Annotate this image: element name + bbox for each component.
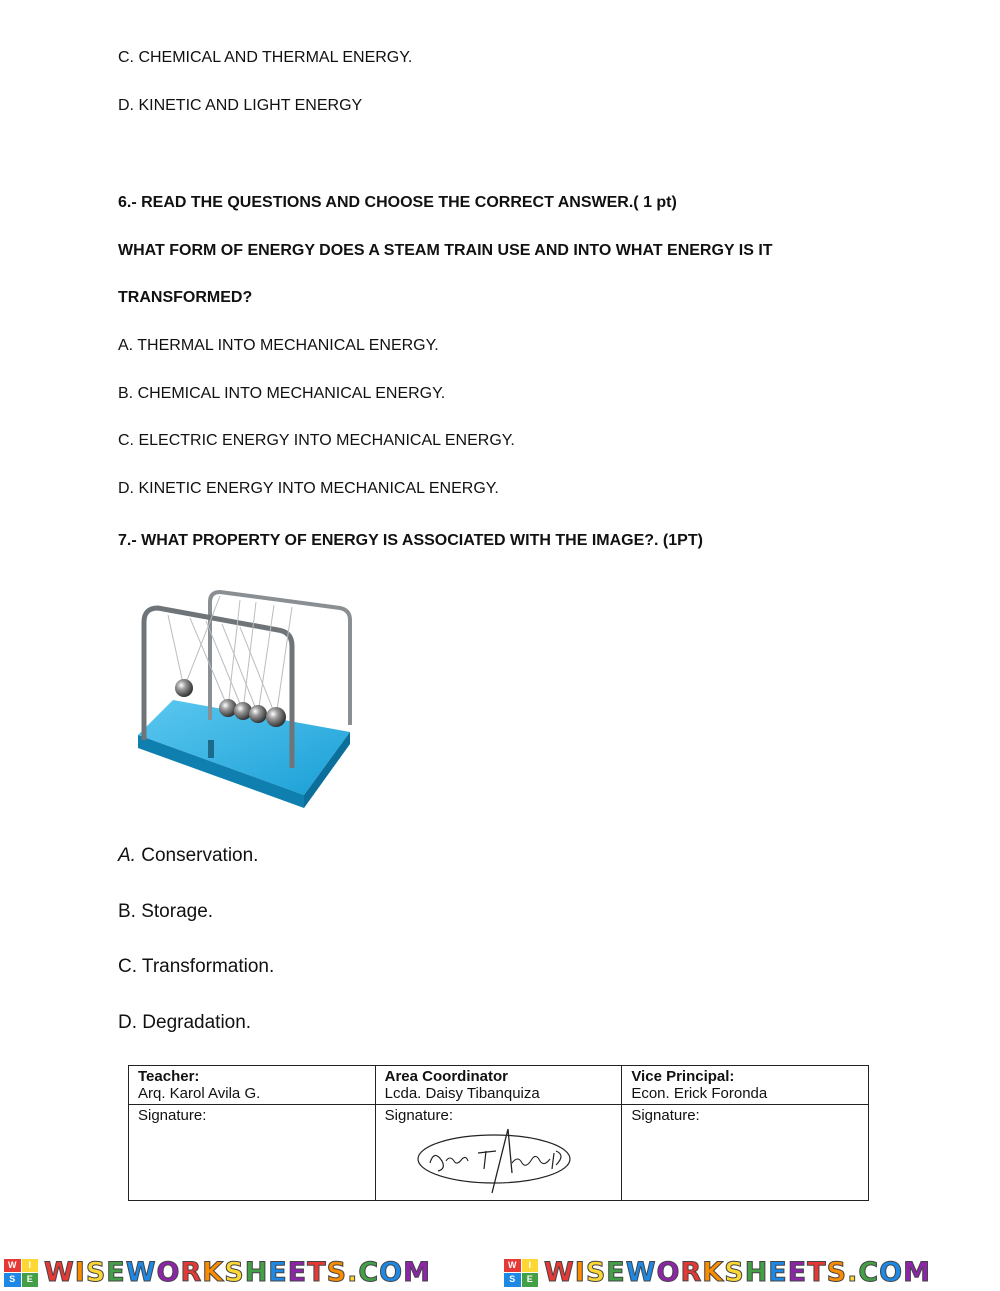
brand-letter: . — [847, 1257, 859, 1288]
brand-letter: I — [574, 1257, 586, 1288]
brand-letter: E — [106, 1257, 126, 1288]
signature-table — [128, 1065, 869, 1201]
question-6-text-line-1: WHAT FORM OF ENERGY DOES A STEAM TRAIN USE AND INTO WHAT ENERGY IS IT — [118, 242, 773, 259]
teacher-signature-label: Signature: — [138, 1107, 207, 1124]
question-7-option-a[interactable] — [118, 845, 258, 867]
option-d-text: Degradation. — [137, 1012, 252, 1033]
footer-watermark — [0, 1254, 1000, 1291]
question-6-option-c[interactable]: C. ELECTRIC ENERGY INTO MECHANICAL ENERGY. — [118, 432, 515, 449]
brand-letter: W — [625, 1257, 657, 1288]
brand-letter: S — [85, 1257, 107, 1288]
brand-letter: . — [347, 1257, 359, 1288]
question-6-option-b[interactable]: B. CHEMICAL INTO MECHANICAL ENERGY. — [118, 385, 446, 402]
brand-letter: S — [724, 1257, 745, 1288]
brand-letter: C — [858, 1257, 880, 1288]
handwritten-signature — [416, 1123, 576, 1195]
question-6-heading: 6.- READ THE QUESTIONS AND CHOOSE THE CORRECT ANSWER.( 1 pt) — [118, 194, 677, 211]
vice-principal-name: Econ. Erick Foronda — [631, 1085, 768, 1102]
brand-letter: E — [606, 1257, 626, 1288]
brand-logo-icon: W I S E — [504, 1259, 538, 1287]
brand-letter: T — [307, 1257, 327, 1288]
footer-brand-left[interactable] — [4, 1257, 500, 1288]
brand-letter: W — [544, 1257, 575, 1288]
coordinator-signature-cell[interactable] — [375, 1105, 622, 1201]
brand-letter: I — [74, 1257, 86, 1288]
teacher-cell — [129, 1066, 376, 1105]
question-5-option-d: D. KINETIC AND LIGHT ENERGY — [118, 97, 363, 114]
question-7-option-b[interactable] — [118, 901, 213, 923]
brand-letter: S — [826, 1257, 848, 1288]
coordinator-name: Lcda. Daisy Tibanquiza — [384, 1085, 540, 1102]
brand-letter: O — [656, 1257, 681, 1288]
brand-letter: E — [768, 1257, 788, 1288]
teacher-signature-cell[interactable] — [129, 1105, 376, 1201]
brand-letter: O — [379, 1257, 404, 1288]
brand-logo-icon: W I S E — [4, 1259, 38, 1287]
brand-letter: S — [224, 1257, 245, 1288]
question-5-option-c: C. CHEMICAL AND THERMAL ENERGY. — [118, 49, 413, 66]
question-7-option-d[interactable] — [118, 1012, 251, 1034]
brand-letter: H — [744, 1257, 769, 1288]
option-a-letter: A. — [118, 845, 136, 866]
vice-principal-signature-label: Signature: — [631, 1107, 700, 1124]
brand-letter: O — [879, 1257, 904, 1288]
coordinator-title: Area Coordinator — [384, 1068, 508, 1085]
question-6-option-d[interactable]: D. KINETIC ENERGY INTO MECHANICAL ENERGY. — [118, 480, 499, 497]
footer-brand-right[interactable] — [504, 1257, 1000, 1288]
brand-letter: S — [585, 1257, 607, 1288]
brand-letter: O — [156, 1257, 181, 1288]
brand-letter: C — [358, 1257, 380, 1288]
question-6-text-line-2: TRANSFORMED? — [118, 289, 253, 306]
newtons-cradle-image — [128, 580, 368, 815]
brand-letter: W — [44, 1257, 75, 1288]
brand-letter: R — [180, 1257, 203, 1288]
teacher-name: Arq. Karol Avila G. — [138, 1085, 261, 1102]
option-c-text: Transformation. — [137, 956, 275, 977]
option-a-text: Conservation. — [135, 845, 259, 866]
brand-letter: T — [807, 1257, 827, 1288]
brand-letter: E — [287, 1257, 308, 1288]
brand-letter: M — [903, 1257, 931, 1288]
brand-letter: R — [680, 1257, 703, 1288]
coordinator-signature-label: Signature: — [384, 1107, 454, 1124]
brand-text — [44, 1257, 431, 1288]
brand-letter: W — [125, 1257, 157, 1288]
coordinator-cell — [375, 1066, 622, 1105]
brand-letter: M — [403, 1257, 431, 1288]
option-b-text: Storage. — [135, 901, 214, 922]
brand-letter: S — [326, 1257, 348, 1288]
question-7-option-c[interactable] — [118, 956, 274, 978]
brand-letter: K — [702, 1257, 725, 1288]
brand-text — [544, 1257, 931, 1288]
option-b-letter: B. — [118, 901, 136, 922]
question-7-heading: 7.- WHAT PROPERTY OF ENERGY IS ASSOCIATED WITH THE IMAGE?. (1PT) — [118, 532, 703, 549]
brand-letter: K — [202, 1257, 225, 1288]
question-6-option-a[interactable]: A. THERMAL INTO MECHANICAL ENERGY. — [118, 337, 439, 354]
option-d-letter: D. — [118, 1012, 137, 1033]
brand-letter: E — [787, 1257, 808, 1288]
vice-principal-title: Vice Principal: — [631, 1068, 735, 1085]
option-c-letter: C. — [118, 956, 137, 977]
teacher-title: Teacher: — [138, 1068, 200, 1085]
brand-letter: E — [268, 1257, 288, 1288]
vice-principal-cell — [622, 1066, 869, 1105]
brand-letter: H — [244, 1257, 269, 1288]
vice-principal-signature-cell[interactable] — [622, 1105, 869, 1201]
